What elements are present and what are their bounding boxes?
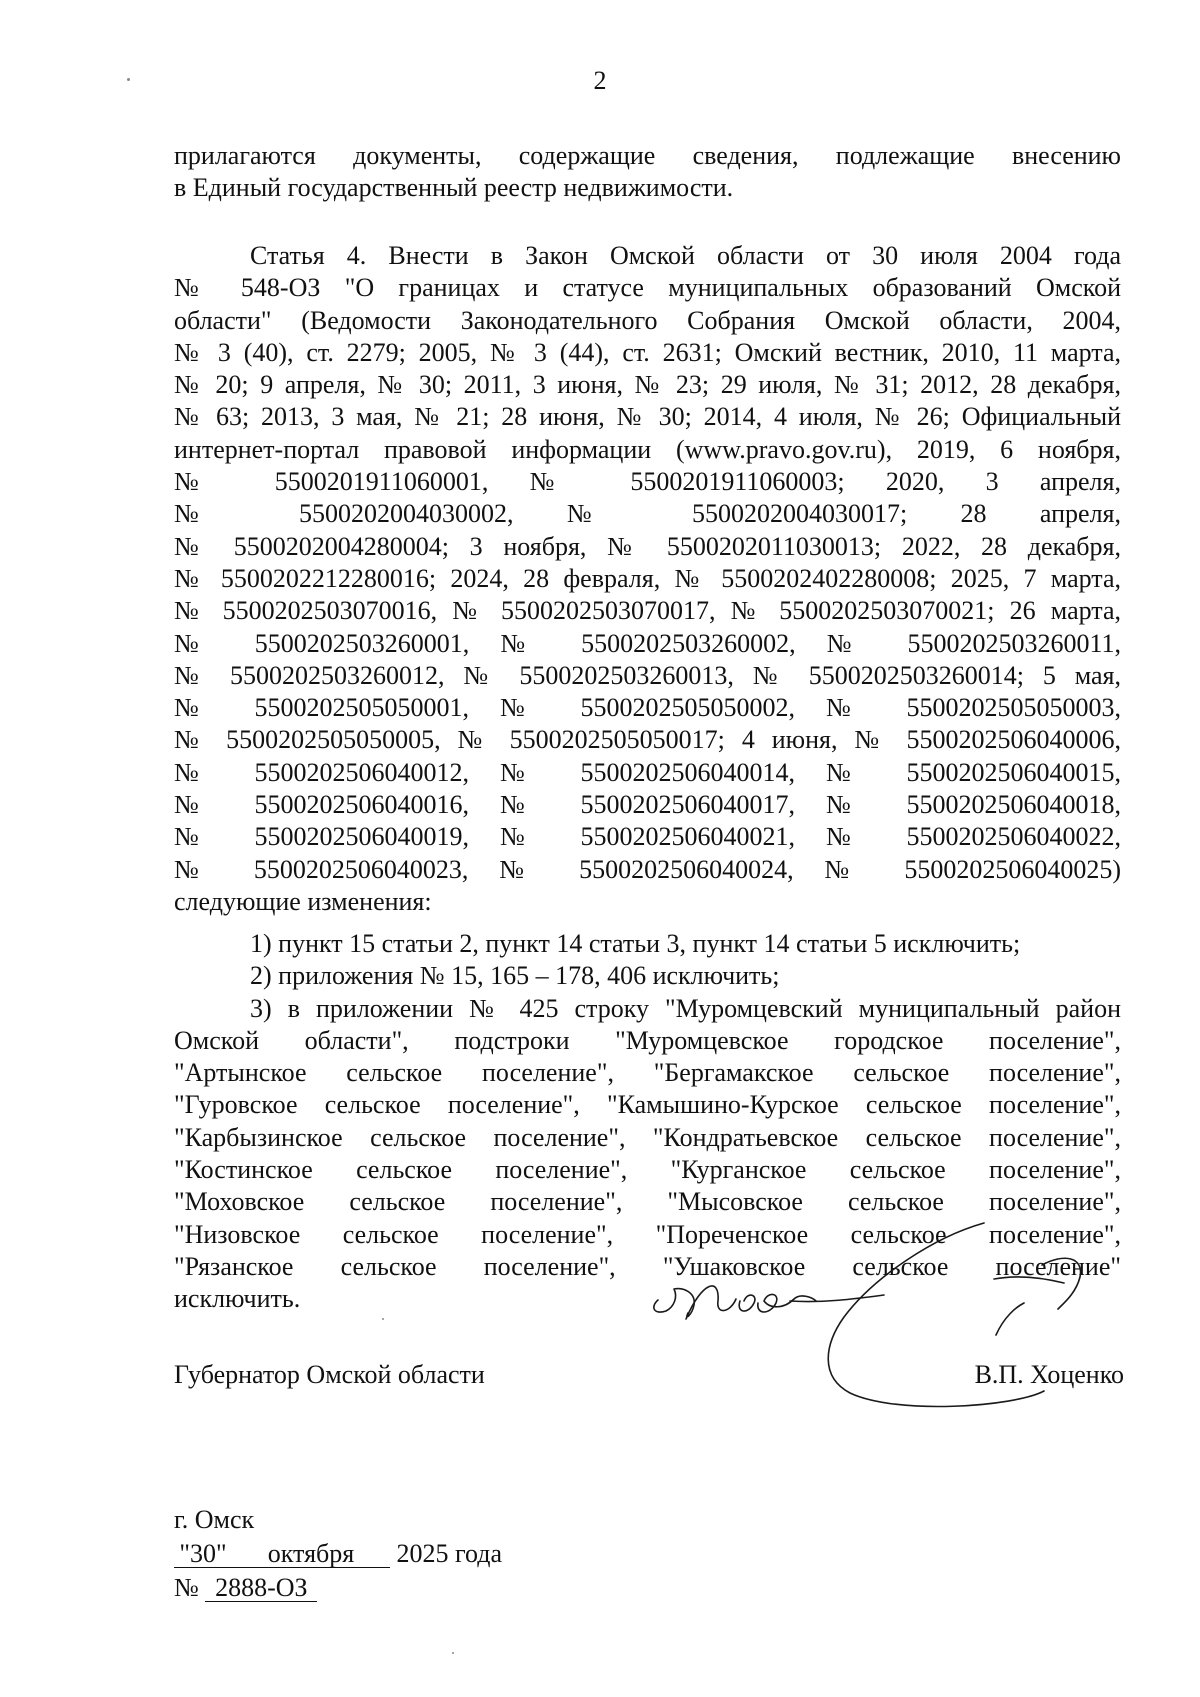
text-line: "Низовское сельское поселение", "Пореченское сельское поселение", xyxy=(174,1219,1121,1249)
date-day-field xyxy=(174,1541,232,1568)
text-line: № 5500202503260012, № 5500202503260013, № 5500202503260014; 5 мая, xyxy=(174,660,1121,690)
law-number: 2888-ОЗ xyxy=(205,1575,317,1602)
text-line: № 5500202503070016, № 5500202503070017, № 5500202503070021; 26 марта, xyxy=(174,596,1121,626)
close-quote: " xyxy=(216,1539,227,1568)
text-line: № 5500202505050001, № 5500202505050002, № 5500202505050003, xyxy=(174,693,1121,723)
text-line: "Костинское сельское поселение", "Курганское сельское поселение", xyxy=(174,1155,1121,1185)
text-line: № 5500201911060001, № 5500201911060003; 2020, 3 апреля, xyxy=(174,467,1121,497)
signature-block xyxy=(174,1275,1124,1425)
amendment-item-3: 3) в приложении № 425 строку "Муромцевский муниципальный район xyxy=(250,993,1121,1023)
number-sign: № xyxy=(174,1573,199,1602)
open-quote: " xyxy=(179,1539,190,1568)
scan-speck xyxy=(382,1318,384,1320)
text-line: "Гуровское сельское поселение", "Камышино-Курское сельское поселение", xyxy=(174,1090,1121,1120)
date-line xyxy=(174,1537,502,1571)
place-date-block xyxy=(174,1503,502,1605)
date-month: октября xyxy=(232,1541,390,1568)
text-line: № 20; 9 апреля, № 30; 2011, 3 июня, № 23; 29 июля, № 31; 2012, 28 декабря, xyxy=(174,370,1121,400)
handwritten-signature xyxy=(644,1217,1104,1427)
text-line: № 5500202506040012, № 5500202506040014, № 5500202506040015, xyxy=(174,757,1121,787)
text-line: "Моховское сельское поселение", "Мысовское сельское поселение", xyxy=(174,1187,1121,1217)
text-line: № 63; 2013, 3 мая, № 21; 28 июня, № 30; 2014, 4 июля, № 26; Официальный xyxy=(174,402,1121,432)
law-number-line xyxy=(174,1571,502,1605)
city-line: г. Омск xyxy=(174,1505,255,1534)
text-line: интернет-портал правовой информации (www.pravo.gov.ru), 2019, 6 ноября, xyxy=(174,434,1121,464)
text-line: № 5500202505050005, № 5500202505050017; 4 июня, № 5500202506040006, xyxy=(174,725,1121,755)
page-number: 2 xyxy=(593,66,607,95)
text-line: № 5500202506040016, № 5500202506040017, № 5500202506040018, xyxy=(174,790,1121,820)
governor-title: Губернатор Омской области xyxy=(174,1360,485,1389)
text-line: Омской области", подстроки "Муромцевское городское поселение", xyxy=(174,1025,1121,1055)
date-year: 2025 года xyxy=(396,1539,503,1568)
text-line: № 3 (40), ст. 2279; 2005, № 3 (44), ст. 2631; Омский вестник, 2010, 11 марта, xyxy=(174,337,1121,367)
text-line: № 5500202506040019, № 5500202506040021, № 5500202506040022, xyxy=(174,822,1121,852)
text-line: Статья 4. Внести в Закон Омской области от 30 июля 2004 года xyxy=(250,241,1121,270)
text-line: № 5500202506040023, № 5500202506040024, № 5500202506040025) xyxy=(174,854,1121,884)
text-line: № 5500202503260001, № 5500202503260002, № 5500202503260011, xyxy=(174,628,1121,658)
governor-name: В.П. Хоценко xyxy=(974,1360,1124,1389)
text-line: следующие изменения: xyxy=(174,886,432,916)
text-line: № 5500202004030002, № 5500202004030017; 28 апреля, xyxy=(174,499,1121,529)
amendment-item-2: 2) приложения № 15, 165 – 178, 406 исключить; xyxy=(250,961,780,991)
date-day: 30 xyxy=(190,1539,216,1568)
scan-speck xyxy=(452,1652,454,1654)
text-line: "Карбызинское сельское поселение", "Кондратьевское сельское поселение", xyxy=(174,1122,1121,1152)
scan-speck xyxy=(127,78,130,81)
text-line: № 548-ОЗ "О границах и статусе муниципальных образований Омской xyxy=(174,273,1121,303)
text-line: исключить. xyxy=(174,1284,301,1314)
article-4-paragraph xyxy=(174,240,1121,918)
text-line: № 5500202212280016; 2024, 28 февраля, № 5500202402280008; 2025, 7 марта, xyxy=(174,563,1121,593)
text-line: в Единый государственный реестр недвижимости. xyxy=(174,173,734,203)
amendment-item-1: 1) пункт 15 статьи 2, пункт 14 статьи 3, пункт 14 статьи 5 исключить; xyxy=(250,929,1021,958)
text-line: области" (Ведомости Законодательного Собрания Омской области, 2004, xyxy=(174,305,1121,335)
text-line: прилагаются документы, содержащие сведения, подлежащие внесению xyxy=(174,141,1121,170)
text-line: № 5500202004280004; 3 ноября, № 5500202011030013; 2022, 28 декабря, xyxy=(174,531,1121,561)
text-line: "Артынское сельское поселение", "Бергамакское сельское поселение", xyxy=(174,1058,1121,1088)
continuation-paragraph xyxy=(174,140,1121,205)
text-line: "Рязанское сельское поселение", "Ушаковское сельское поселение" xyxy=(174,1251,1121,1281)
